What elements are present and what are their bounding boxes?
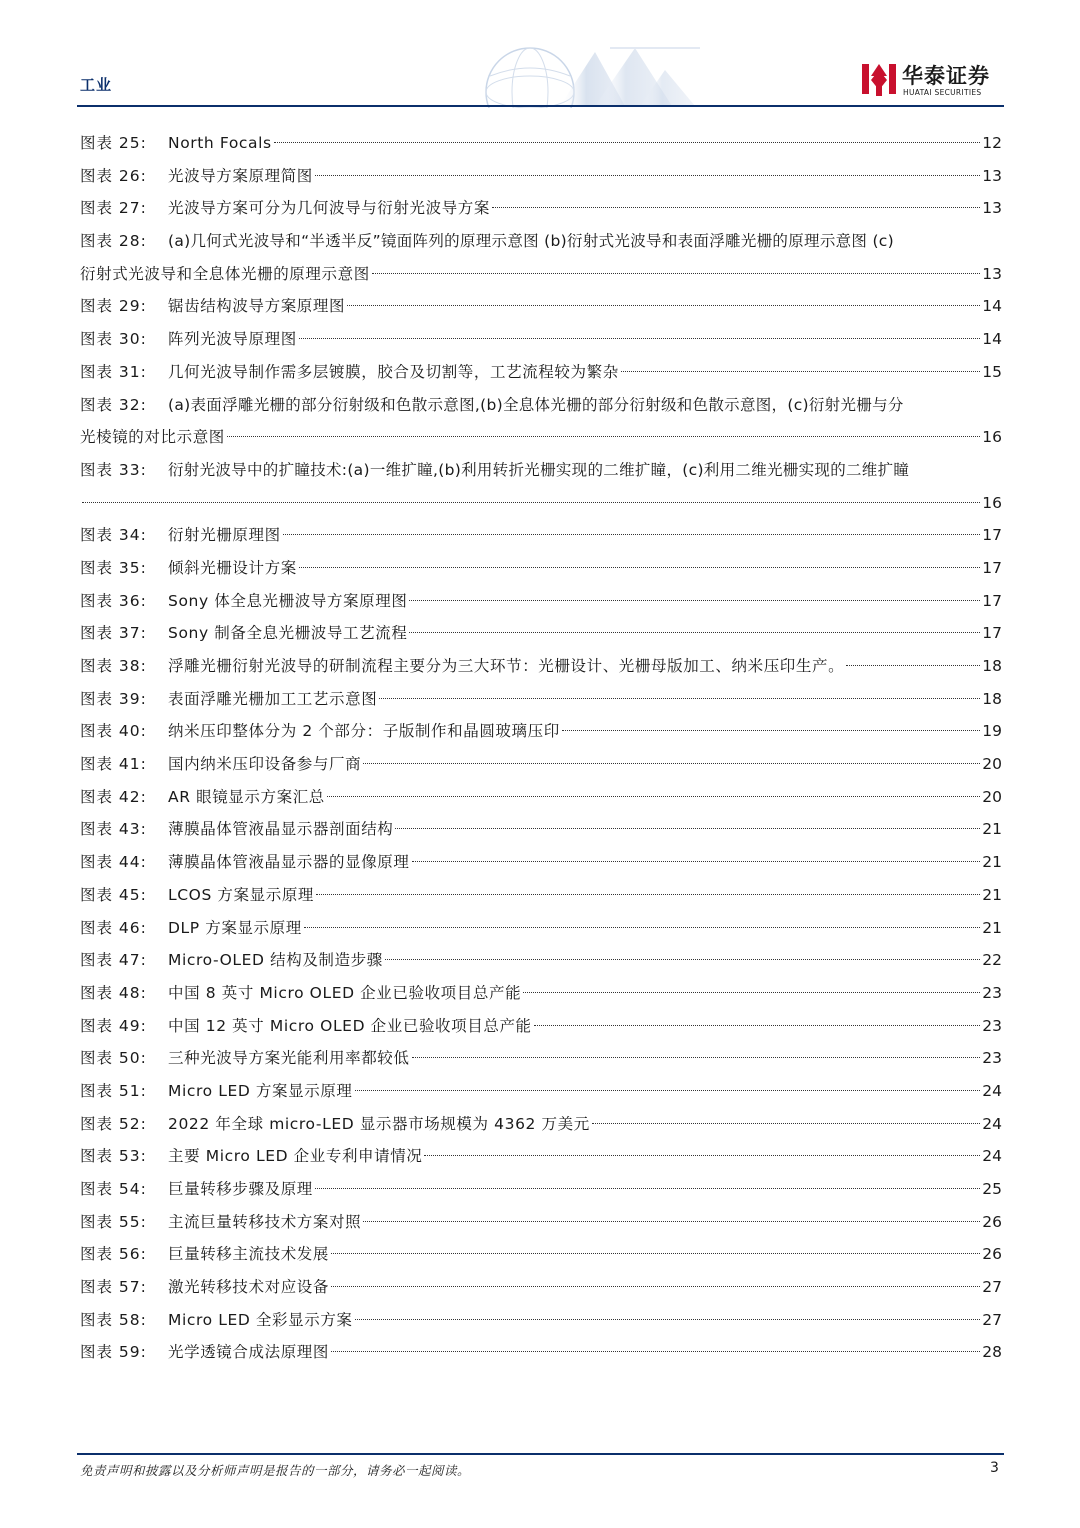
page-ref: 27 bbox=[982, 1310, 1002, 1329]
figure-label: 图表 39: bbox=[80, 689, 147, 708]
figure-title: 薄膜晶体管液晶显示器的显像原理 bbox=[168, 853, 410, 872]
figure-title: Micro-OLED 结构及制造步骤 bbox=[168, 951, 383, 970]
page-ref: 17 bbox=[982, 526, 1002, 545]
leader-dots bbox=[304, 927, 980, 928]
toc-entry[interactable] bbox=[80, 258, 1002, 291]
figure-title: 衍射式光波导和全息体光栅的原理示意图 bbox=[80, 264, 370, 283]
toc-entry-first-line bbox=[80, 389, 1002, 422]
toc-entry[interactable] bbox=[80, 127, 1002, 160]
page-ref: 21 bbox=[982, 853, 1002, 872]
figure-title: Sony 制备全息光栅波导工艺流程 bbox=[168, 624, 408, 643]
toc-entry[interactable] bbox=[80, 683, 1002, 716]
toc-entry[interactable] bbox=[80, 1173, 1002, 1206]
figure-label: 图表 50: bbox=[80, 1049, 147, 1068]
figure-label: 图表 52: bbox=[80, 1114, 147, 1133]
figure-label: 图表 58: bbox=[80, 1310, 147, 1329]
figure-title: 国内纳米压印设备参与厂商 bbox=[168, 755, 362, 774]
figure-title: DLP 方案显示原理 bbox=[168, 918, 302, 937]
figure-title: 中国 12 英寸 Micro OLED 企业已验收项目总产能 bbox=[168, 1016, 532, 1035]
figure-title: 光波导方案原理简图 bbox=[168, 166, 313, 185]
figure-label: 图表 48: bbox=[80, 983, 147, 1002]
figure-title: 光波导方案可分为几何波导与衍射光波导方案 bbox=[168, 199, 491, 218]
figure-label: 图表 26: bbox=[80, 166, 147, 185]
figure-label: 图表 38: bbox=[80, 657, 147, 675]
figure-label: 图表 35: bbox=[80, 558, 147, 577]
toc-entry[interactable] bbox=[80, 1206, 1002, 1239]
figure-title-line1: (a)几何式光波导和“半透半反”镜面阵列的原理示意图 (b)衍射式光波导和表面浮雕光栅的原理示意图 (c) bbox=[168, 232, 894, 251]
figure-title: 巨量转移主流技术发展 bbox=[168, 1245, 330, 1264]
toc-entry[interactable] bbox=[80, 813, 1002, 846]
figure-label: 图表 36: bbox=[80, 591, 147, 610]
page-ref: 24 bbox=[982, 1114, 1002, 1133]
leader-dots bbox=[274, 142, 981, 143]
globe-banner-graphic bbox=[410, 40, 710, 108]
page-ref: 21 bbox=[982, 885, 1002, 904]
toc-entry[interactable] bbox=[80, 944, 1002, 977]
figure-label: 图表 56: bbox=[80, 1245, 147, 1264]
leader-dots bbox=[592, 1123, 980, 1124]
leader-dots bbox=[379, 698, 980, 699]
figure-title: 主流巨量转移技术方案对照 bbox=[168, 1212, 362, 1231]
figure-label: 图表 30: bbox=[80, 330, 147, 349]
figure-title: 巨量转移步骤及原理 bbox=[168, 1180, 313, 1198]
toc-entry[interactable] bbox=[80, 650, 1002, 683]
leader-dots bbox=[227, 436, 980, 437]
figure-label: 图表 42: bbox=[80, 787, 147, 806]
figure-title: 倾斜光栅设计方案 bbox=[168, 558, 297, 577]
figure-title: 锯齿结构波导方案原理图 bbox=[168, 297, 346, 316]
figure-label: 图表 34: bbox=[80, 526, 147, 545]
figure-label: 图表 32: bbox=[80, 395, 147, 414]
toc-entry[interactable] bbox=[80, 781, 1002, 814]
page-ref: 17 bbox=[982, 591, 1002, 610]
toc-entry[interactable] bbox=[80, 192, 1002, 225]
figure-title: North Focals bbox=[168, 134, 272, 152]
figure-title: LCOS 方案显示原理 bbox=[168, 885, 315, 904]
leader-dots bbox=[315, 1188, 980, 1189]
figure-label: 图表 46: bbox=[80, 918, 147, 937]
page-ref: 21 bbox=[982, 918, 1002, 937]
figure-title: 浮雕光栅衍射光波导的研制流程主要分为三大环节：光栅设计、光栅母版加工、纳米压印生产。 bbox=[168, 657, 845, 675]
toc-entry[interactable] bbox=[80, 1108, 1002, 1141]
huatai-logo bbox=[862, 60, 1004, 100]
figure-title: 衍射光栅原理图 bbox=[168, 526, 281, 545]
page-ref: 20 bbox=[982, 787, 1002, 806]
leader-dots bbox=[562, 730, 980, 731]
toc-entry[interactable] bbox=[80, 1010, 1002, 1043]
page-ref: 13 bbox=[982, 166, 1002, 185]
toc-entry[interactable] bbox=[80, 1271, 1002, 1304]
figure-label: 图表 27: bbox=[80, 199, 147, 218]
figure-label: 图表 47: bbox=[80, 951, 147, 970]
page-ref: 17 bbox=[982, 624, 1002, 643]
page-ref: 14 bbox=[982, 297, 1002, 316]
leader-dots bbox=[534, 1025, 981, 1026]
leader-dots bbox=[331, 1351, 980, 1352]
page-ref: 21 bbox=[982, 820, 1002, 839]
toc-entry[interactable] bbox=[80, 160, 1002, 193]
leader-dots bbox=[409, 600, 980, 601]
figure-title: 激光转移技术对应设备 bbox=[168, 1278, 330, 1297]
figure-title: 纳米压印整体分为 2 个部分：子版制作和晶圆玻璃压印 bbox=[168, 722, 560, 741]
figure-label: 图表 53: bbox=[80, 1147, 147, 1166]
leader-dots bbox=[492, 207, 980, 208]
figure-label: 图表 55: bbox=[80, 1212, 147, 1231]
figure-label: 图表 43: bbox=[80, 820, 147, 839]
figure-label: 图表 40: bbox=[80, 722, 147, 741]
toc-entry[interactable] bbox=[80, 1336, 1002, 1369]
figure-title: 光棱镜的对比示意图 bbox=[80, 428, 225, 447]
toc-entry[interactable] bbox=[80, 487, 1002, 520]
figure-title: 薄膜晶体管液晶显示器剖面结构 bbox=[168, 820, 394, 839]
page-ref: 25 bbox=[982, 1180, 1002, 1198]
figure-label: 图表 33: bbox=[80, 460, 147, 479]
toc-entry[interactable] bbox=[80, 912, 1002, 945]
toc-entry[interactable] bbox=[80, 977, 1002, 1010]
figure-title: 三种光波导方案光能利用率都较低 bbox=[168, 1049, 410, 1068]
header-divider bbox=[77, 105, 1004, 107]
leader-dots bbox=[385, 959, 980, 960]
toc-entry[interactable] bbox=[80, 1304, 1002, 1337]
toc-entry[interactable] bbox=[80, 519, 1002, 552]
figure-label: 图表 44: bbox=[80, 853, 147, 872]
figure-label: 图表 29: bbox=[80, 297, 147, 316]
leader-dots bbox=[846, 665, 980, 666]
figure-title: Sony 体全息光栅波导方案原理图 bbox=[168, 591, 408, 610]
figure-title-line1: 衍射光波导中的扩瞳技术:(a)一维扩瞳,(b)利用转折光栅实现的二维扩瞳，(c)利用二维光栅实现的二维扩瞳 bbox=[168, 460, 910, 479]
figure-label: 图表 54: bbox=[80, 1180, 147, 1198]
toc-entry[interactable] bbox=[80, 715, 1002, 748]
leader-dots bbox=[347, 305, 980, 306]
figure-label: 图表 57: bbox=[80, 1278, 147, 1297]
toc-entry[interactable] bbox=[80, 1140, 1002, 1173]
toc-entry[interactable] bbox=[80, 1238, 1002, 1271]
figure-title: Micro LED 方案显示原理 bbox=[168, 1081, 353, 1100]
footer-divider bbox=[77, 1453, 1004, 1455]
toc-entry[interactable] bbox=[80, 421, 1002, 454]
figure-label: 图表 28: bbox=[80, 232, 147, 251]
page-ref: 23 bbox=[982, 1016, 1002, 1035]
figure-title: 表面浮雕光栅加工工艺示意图 bbox=[168, 689, 378, 708]
figure-title: 光学透镜合成法原理图 bbox=[168, 1343, 330, 1362]
toc-entry[interactable] bbox=[80, 552, 1002, 585]
figure-title: Micro LED 全彩显示方案 bbox=[168, 1310, 353, 1329]
leader-dots bbox=[331, 1286, 980, 1287]
page-header bbox=[0, 0, 1080, 110]
figure-title: 中国 8 英寸 Micro OLED 企业已验收项目总产能 bbox=[168, 983, 522, 1002]
leader-dots bbox=[424, 1155, 980, 1156]
page-ref: 13 bbox=[982, 199, 1002, 218]
toc-entry[interactable] bbox=[80, 1075, 1002, 1108]
figure-label: 图表 37: bbox=[80, 624, 147, 643]
page-ref: 20 bbox=[982, 755, 1002, 774]
figure-label: 图表 25: bbox=[80, 134, 147, 152]
page-ref: 26 bbox=[982, 1212, 1002, 1231]
figure-label: 图表 41: bbox=[80, 755, 147, 774]
leader-dots bbox=[621, 371, 980, 372]
leader-dots bbox=[327, 796, 980, 797]
toc-entry[interactable] bbox=[80, 748, 1002, 781]
figure-label: 图表 49: bbox=[80, 1016, 147, 1035]
page-ref: 22 bbox=[982, 951, 1002, 970]
toc-entry-first-line bbox=[80, 225, 1002, 258]
figure-title: 2022 年全球 micro-LED 显示器市场规模为 4362 万美元 bbox=[168, 1114, 590, 1133]
sector-label: 工业 bbox=[80, 76, 113, 94]
toc-entry[interactable] bbox=[80, 323, 1002, 356]
leader-dots bbox=[315, 175, 980, 176]
leader-dots bbox=[355, 1090, 981, 1091]
page-number: 3 bbox=[990, 1460, 999, 1476]
leader-dots bbox=[283, 534, 981, 535]
toc-entry[interactable] bbox=[80, 846, 1002, 879]
figure-label: 图表 59: bbox=[80, 1343, 147, 1362]
toc-entry[interactable] bbox=[80, 879, 1002, 912]
leader-dots bbox=[412, 861, 981, 862]
page-ref: 26 bbox=[982, 1245, 1002, 1264]
leader-dots bbox=[363, 1221, 980, 1222]
leader-dots bbox=[409, 632, 980, 633]
leader-dots bbox=[355, 1319, 981, 1320]
leader-dots bbox=[331, 1253, 980, 1254]
huatai-logo-mark-icon bbox=[862, 60, 896, 98]
page-ref: 27 bbox=[982, 1278, 1002, 1297]
figure-title: 几何光波导制作需多层镀膜，胶合及切割等，工艺流程较为繁杂 bbox=[168, 362, 619, 381]
page-ref: 16 bbox=[982, 428, 1002, 447]
leader-dots bbox=[395, 828, 980, 829]
page-ref: 19 bbox=[982, 722, 1002, 741]
disclaimer-text: 免责声明和披露以及分析师声明是报告的一部分，请务必一起阅读。 bbox=[80, 1463, 471, 1478]
page-ref: 17 bbox=[982, 558, 1002, 577]
page-ref: 24 bbox=[982, 1147, 1002, 1166]
figure-title: AR 眼镜显示方案汇总 bbox=[168, 787, 325, 806]
leader-dots bbox=[363, 763, 980, 764]
leader-dots bbox=[523, 992, 980, 993]
toc-entry[interactable] bbox=[80, 356, 1002, 389]
figure-index bbox=[80, 127, 1002, 1369]
leader-dots bbox=[372, 273, 980, 274]
page-ref: 18 bbox=[982, 657, 1002, 675]
figure-title: 阵列光波导原理图 bbox=[168, 330, 297, 349]
page-ref: 12 bbox=[982, 134, 1002, 152]
figure-title: 主要 Micro LED 企业专利申请情况 bbox=[168, 1147, 423, 1166]
page-ref: 28 bbox=[982, 1343, 1002, 1362]
leader-dots bbox=[299, 567, 980, 568]
toc-entry[interactable] bbox=[80, 1042, 1002, 1075]
page-ref: 15 bbox=[982, 362, 1002, 381]
figure-label: 图表 31: bbox=[80, 362, 147, 381]
leader-dots bbox=[299, 338, 980, 339]
page-ref: 23 bbox=[982, 983, 1002, 1002]
figure-title-line1: (a)表面浮雕光栅的部分衍射级和色散示意图,(b)全息体光栅的部分衍射级和色散示意图，(c)衍射光栅与分 bbox=[168, 395, 904, 414]
page-ref: 14 bbox=[982, 330, 1002, 349]
logo-chinese-name: 华泰证券 bbox=[902, 64, 990, 88]
toc-entry-first-line bbox=[80, 454, 1002, 487]
logo-english-name: HUATAI SECURITIES bbox=[903, 88, 982, 97]
figure-label: 图表 45: bbox=[80, 885, 147, 904]
toc-entry[interactable] bbox=[80, 585, 1002, 618]
page-ref: 24 bbox=[982, 1081, 1002, 1100]
leader-dots bbox=[82, 502, 980, 503]
figure-label: 图表 51: bbox=[80, 1081, 147, 1100]
page-ref: 16 bbox=[982, 493, 1002, 512]
toc-entry[interactable] bbox=[80, 290, 1002, 323]
leader-dots bbox=[412, 1057, 981, 1058]
leader-dots bbox=[316, 894, 980, 895]
page-ref: 23 bbox=[982, 1049, 1002, 1068]
page-ref: 13 bbox=[982, 264, 1002, 283]
toc-entry[interactable] bbox=[80, 617, 1002, 650]
page-ref: 18 bbox=[982, 689, 1002, 708]
